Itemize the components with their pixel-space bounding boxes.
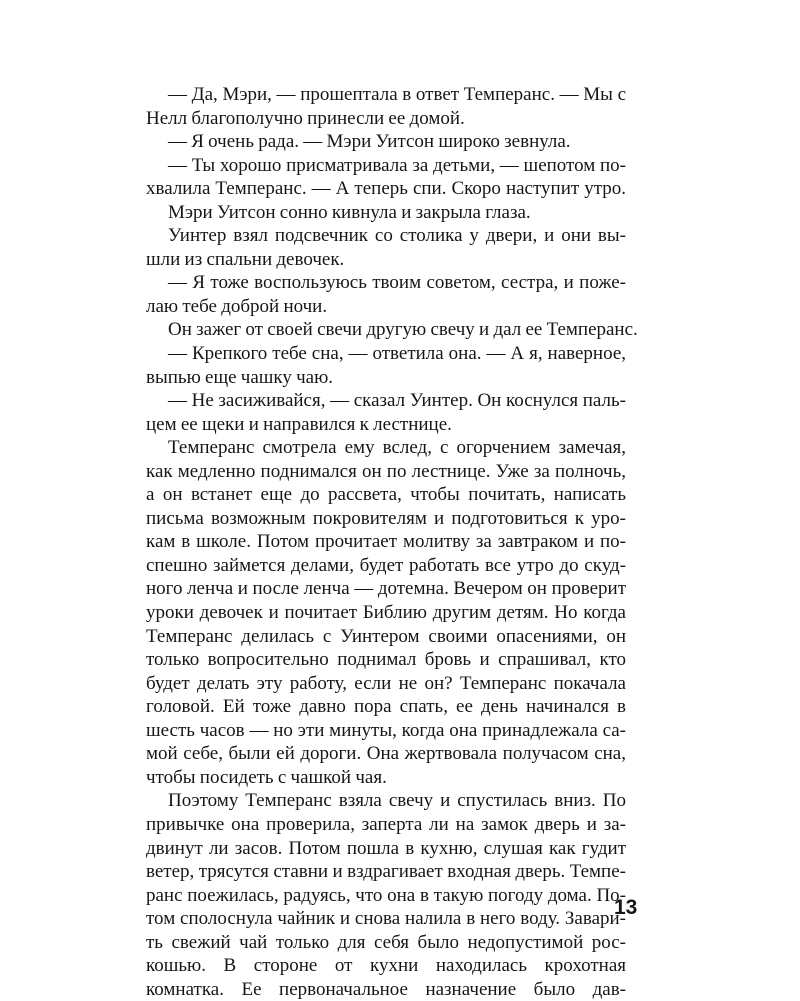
text-line: Он зажег от своей свечи другую свечу и дал ее Темперанс. <box>168 319 638 341</box>
text-line: ветер, трясутся ставни и вздрагивает входная дверь. Темпе- <box>146 861 626 883</box>
text-line: ранс поежилась, радуясь, что она в такую погоду дома. По- <box>146 884 626 906</box>
text-line: цем ее щеки и направился к лестнице. <box>146 413 452 435</box>
text-line: а он встанет еще до рассвета, чтобы почитать, написать <box>146 484 626 506</box>
text-line: — Я очень рада. — Мэри Уитсон широко зевнула. <box>168 131 571 153</box>
text-line: — Ты хорошо присматривала за детьми, — шепотом по- <box>168 154 626 176</box>
text-line: Уинтер взял подсвечник со столика у двери, и они вы- <box>168 225 626 247</box>
text-line: чтобы посидеть с чашкой чая. <box>146 766 387 788</box>
text-line: ть свежий чай только для себя было недопустимой рос- <box>146 931 626 953</box>
text-line: хвалила Темперанс. — А теперь спи. Скоро наступит утро. <box>146 178 626 200</box>
text-line: том сполоснула чайник и снова налила в него воду. Завари- <box>146 908 626 930</box>
text-line: ного ленча и после ленча — дотемна. Вечером он проверит <box>146 578 626 600</box>
text-line: привычке она проверила, заперта ли на замок дверь и за- <box>146 813 626 835</box>
text-line: только вопросительно поднимал бровь и спрашивал, кто <box>146 649 626 671</box>
text-line: головой. Ей тоже давно пора спать, ее день начинался в <box>146 696 626 718</box>
text-line: Нелл благополучно принесли ее домой. <box>146 107 465 129</box>
page-number: 13 <box>614 896 638 919</box>
text-line: лаю тебе доброй ночи. <box>146 295 328 317</box>
text-line: — Крепкого тебе сна, — ответила она. — А я, наверное, <box>168 343 626 365</box>
text-line: — Не засиживайся, — сказал Уинтер. Он коснулся паль- <box>168 390 626 412</box>
text-line: шли из спальни девочек. <box>146 248 345 270</box>
text-line: Мэри Уитсон сонно кивнула и закрыла глаза. <box>168 201 531 223</box>
text-line: Темперанс смотрела ему вслед, с огорчением замечая, <box>168 437 626 459</box>
text-line: Поэтому Темперанс взяла свечу и спустилась вниз. По <box>168 790 626 812</box>
text-line: двинут ли засов. Потом пошла в кухню, слушая как гудит <box>146 837 626 859</box>
text-line: кам в школе. Потом прочитает молитву за завтраком и по- <box>146 531 626 553</box>
text-line: шесть часов — но эти минуты, когда она принадлежала са- <box>146 719 626 741</box>
text-line: письма возможным покровителям и подготовиться к уро- <box>146 507 626 529</box>
text-line: будет делать эту работу, если не он? Темперанс покачала <box>146 672 626 694</box>
text-line: комнатка. Ее первоначальное назначение было дав- <box>146 978 626 1000</box>
text-line: — Да, Мэри, — прошептала в ответ Темперанс. — Мы с <box>168 84 626 105</box>
text-line: спешно займется делами, будет работать все утро до скуд- <box>146 554 626 576</box>
body-text <box>146 83 638 1001</box>
text-line: как медленно поднимался он по лестнице. Уже за полночь, <box>146 460 626 482</box>
text-line: кошью. В стороне от кухни находилась крохотная <box>146 955 626 977</box>
text-line: выпью еще чашку чаю. <box>146 366 334 388</box>
text-line: уроки девочек и почитает Библию другим детям. Но когда <box>146 602 626 624</box>
text-line: Темперанс делилась с Уинтером своими опасениями, он <box>146 625 626 647</box>
text-line: мой себе, были ей дороги. Она жертвовала получасом сна, <box>146 743 626 765</box>
text-line: — Я тоже воспользуюсь твоим советом, сестра, и поже- <box>168 272 626 294</box>
